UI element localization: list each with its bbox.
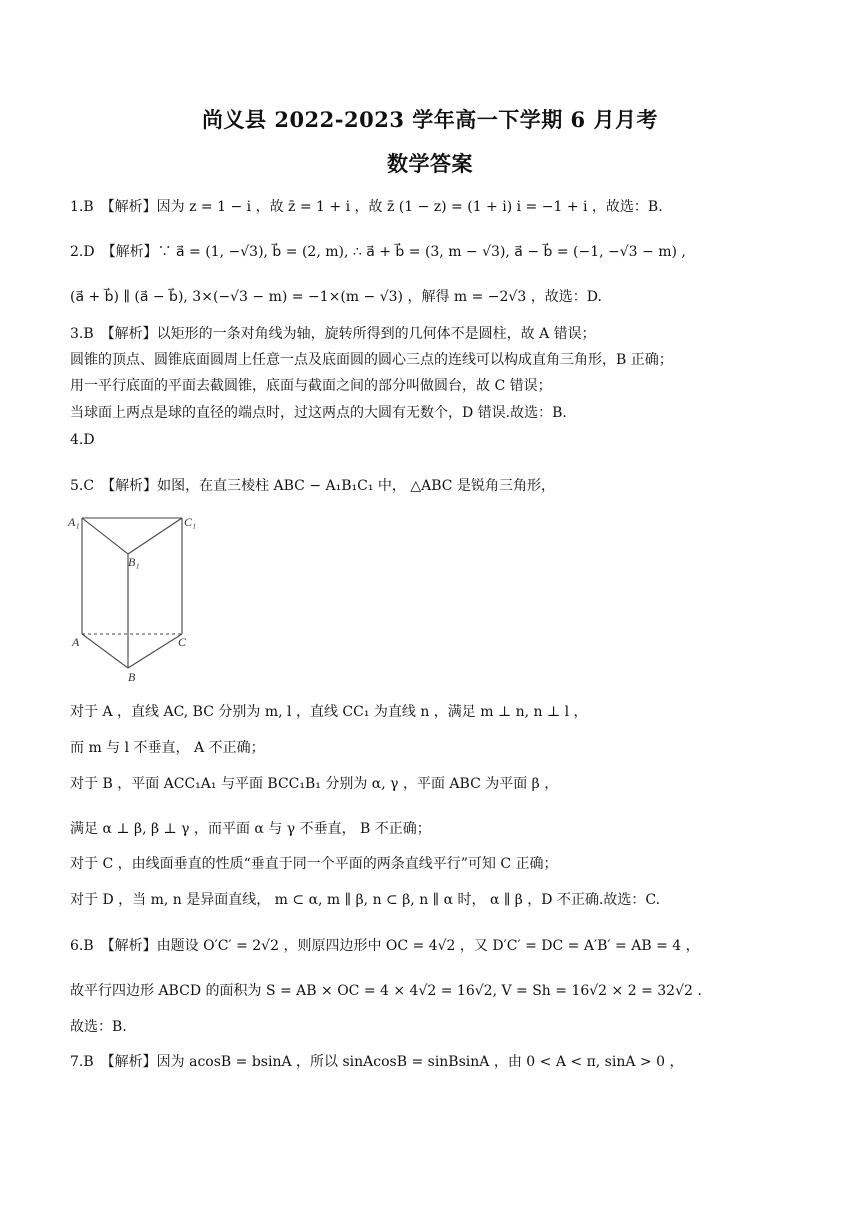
document-title: 尚义县 2022-2023 学年高一下学期 6 月月考 [202, 107, 658, 132]
label-b: B [128, 670, 136, 684]
answer-line-8: 4.D [70, 432, 95, 448]
edge-ab [82, 634, 128, 668]
answer-line-5: 圆锥的顶点、圆锥底面圆周上任意一点及底面圆的圆心三点的连线可以构成直角三角形，B 正确； [70, 352, 673, 368]
edge-a1b1 [82, 518, 128, 554]
label-a: A [72, 635, 80, 649]
document-subtitle: 数学答案 [387, 151, 473, 176]
edge-cb [128, 634, 182, 668]
answer-line-6: 用一平行底面的平面去截圆锥，底面与截面之间的部分叫做圆台，故 C 错误； [70, 378, 552, 394]
triangular-prism-figure [64, 510, 214, 686]
answer-line-3: (a⃗ + b⃗) ∥ (a⃗ − b⃗), 3×(−√3 − m) = −1×(m − √3) ，解得 m = −2√3 ，故选：D. [70, 289, 602, 305]
answer-line-19: 7.B 【解析】因为 acosB = bsinA ，所以 sinAcosB = sinBsinA ，由 0 < A < π, sinA > 0 ， [70, 1054, 684, 1070]
answer-line-1: 1.B 【解析】因为 z = 1 − i ，故 z̄ = 1 + i ，故 z̄ (1 − z) = (1 + i) i = −1 + i ，故选：B. [70, 199, 663, 215]
answer-line-17: 故平行四边形 ABCD 的面积为 S = AB × OC = 4 × 4√2 = 16√2, V = Sh = 16√2 × 2 = 32√2 . [70, 983, 702, 999]
label-b1: B₁ [128, 555, 140, 569]
edge-c1b1 [128, 518, 182, 554]
answer-line-13: 满足 α ⊥ β, β ⊥ γ ，而平面 α 与 γ 不垂直， B 不正确； [70, 821, 431, 837]
answer-line-2: 2.D 【解析】∵ a⃗ = (1, −√3), b⃗ = (2, m), ∴ a⃗ + b⃗ = (3, m − √3), a⃗ − b⃗ = (−1, −√3 − m) , [70, 244, 686, 260]
answer-line-15: 对于 D ，当 m, n 是异面直线， m ⊂ α, m ∥ β, n ⊂ β, n ∥ α 时， α ∥ β ，D 不正确.故选：C. [70, 892, 661, 908]
label-c: C [178, 635, 187, 649]
answer-line-4: 3.B 【解析】以矩形的一条对角线为轴，旋转所得到的几何体不是圆柱，故 A 错误； [70, 326, 596, 342]
answer-line-18: 故选：B. [70, 1019, 127, 1035]
answer-line-9: 5.C 【解析】如图，在直三棱柱 ABC − A₁B₁C₁ 中， △ABC 是锐角三角形， [70, 478, 555, 494]
answer-line-10: 对于 A ，直线 AC, BC 分别为 m, l ，直线 CC₁ 为直线 n ，满足 m ⊥ n, n ⊥ l ， [70, 704, 588, 720]
label-c1: C₁ [184, 515, 197, 529]
label-a1: A₁ [68, 515, 80, 529]
answer-line-16: 6.B 【解析】由题设 O′C′ = 2√2 ，则原四边形中 OC = 4√2 ，又 D′C′ = DC = A′B′ = AB = 4 ， [70, 938, 700, 954]
answer-line-11: 而 m 与 l 不垂直， A 不正确； [70, 740, 265, 756]
answer-line-7: 当球面上两点是球的直径的端点时，过这两点的大圆有无数个，D 错误.故选：B. [70, 405, 567, 421]
answer-line-12: 对于 B ，平面 ACC₁A₁ 与平面 BCC₁B₁ 分别为 α, γ ，平面 ABC 为平面 β ， [70, 776, 559, 792]
answer-line-14: 对于 C ，由线面垂直的性质“垂直于同一个平面的两条直线平行”可知 C 正确； [70, 856, 558, 872]
